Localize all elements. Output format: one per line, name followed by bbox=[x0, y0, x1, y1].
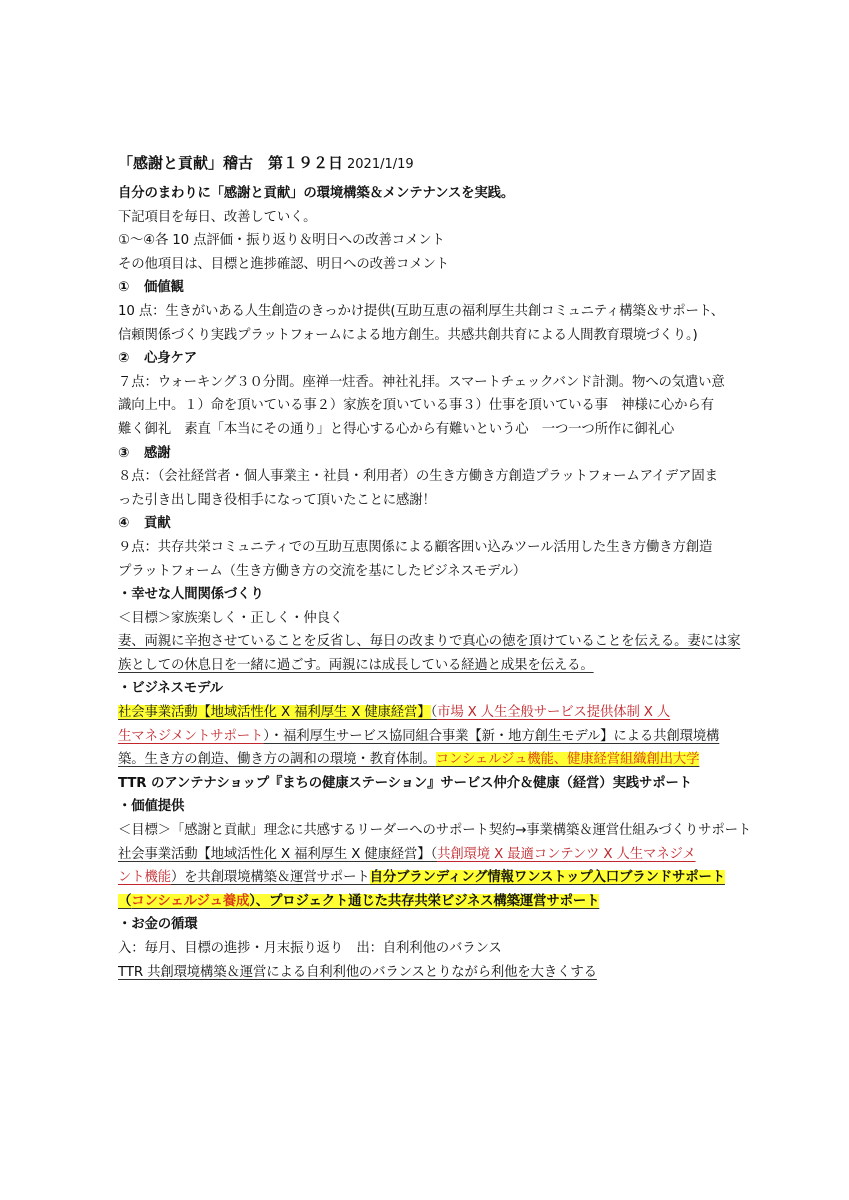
business-model-line-3 bbox=[118, 748, 738, 772]
section-title: 貢献 bbox=[144, 516, 171, 532]
underlined-text: 築。 bbox=[118, 752, 145, 768]
section-number: ④ bbox=[118, 516, 130, 532]
section-number: ① bbox=[118, 280, 130, 296]
value-provision-goal: ＜目標＞「感謝と貢献」理念に共感するリーダーへのサポート契約→事業構築＆運営仕組みづくりサポート bbox=[118, 823, 752, 839]
value-provision-line-3 bbox=[118, 890, 738, 914]
section-values-line-1: 10 点：生きがいある人生創造のきっかけ提供(互助互恵の福利厚生共創コミュニティ構築＆サポート、 bbox=[118, 303, 724, 319]
page-title bbox=[118, 148, 738, 178]
section-title: 心身ケア bbox=[144, 351, 197, 367]
section-care-line-1: ７点：ウォーキング３０分間。座禅一炷香。神社礼拝。スマートチェックバンド計測。物への気遣い意 bbox=[118, 374, 725, 390]
highlighted-text: 自分ブランディング情報ワンストップ入口ブランドサポート bbox=[369, 870, 725, 886]
relationships-line-2 bbox=[118, 654, 738, 678]
value-provision-line-1 bbox=[118, 843, 738, 867]
title-main: 「感謝と貢献」稽古 第１９２日 bbox=[118, 154, 344, 172]
intro-line-1: 下記項目を毎日、改善していく。 bbox=[118, 209, 317, 225]
section-contribution-line-1: ９点：共存共栄コミュニティでの互助互恵関係による顧客囲い込みツール活用した生き方働き方創造 bbox=[118, 539, 713, 555]
underlined-text: ）・福利厚生サービス協同組合事業【新・地方創生モデル】による共創環境構 bbox=[263, 728, 720, 744]
money-cycle-line-1: 入：毎月、目標の進捗・月末振り返り 出：自利利他のバランス bbox=[118, 941, 502, 956]
ttr-antenna-shop-line: TTR のアンテナショップ『まちの健康ステーション』サービス仲介＆健康（経営）実践サポート bbox=[118, 775, 692, 791]
section-gratitude-line-2: った引き出し聞き役相手になって頂いたことに感謝！ bbox=[118, 492, 436, 508]
relationships-heading: ・幸せな人間関係づくり bbox=[118, 587, 264, 603]
underlined-text: 生き方の創造、働き方の調和の環境・教育体制。 bbox=[144, 752, 436, 768]
highlighted-text: ）、プロジェクト通じた共存共栄ビジネス構築運営サポート bbox=[249, 893, 600, 909]
intro-line-2: ①～④各 10 点評価・振り返り＆明日への改善コメント bbox=[118, 233, 445, 249]
section-heading-care bbox=[118, 347, 738, 371]
underlined-text: 社会事業活動【地域活性化 X 福利厚生 X 健康経営】（ bbox=[118, 846, 438, 862]
intro-line-3: その他項目は、目標と進捗確認、明日への改善コメント bbox=[118, 256, 450, 272]
relationships-line-1 bbox=[118, 630, 741, 654]
section-gratitude-line-1: ８点：（会社経営者・個人事業主・社員・利用者）の生き方働き方創造プラットフォームアイデア固ま bbox=[118, 469, 718, 485]
section-title: 価値観 bbox=[144, 280, 184, 296]
section-care-line-3: 難く御礼 素直「本当にその通り」と得心する心から有難いという心 一つ一つ所作に御礼心 bbox=[118, 421, 675, 437]
section-heading-contribution bbox=[118, 512, 738, 536]
underlined-text: TTR 共創環境構築＆運営による自利利他のバランスとりながら利他を大きくする bbox=[118, 964, 597, 980]
highlighted-text: （ bbox=[118, 893, 132, 909]
section-care-line-2: 識向上中。１）命を頂いている事２）家族を頂いている事３）仕事を頂いている事 神様に心から有 bbox=[118, 398, 714, 414]
red-text: ント機能 bbox=[118, 870, 171, 886]
underlined-text: ）を共創環境構築＆運営サポート bbox=[170, 870, 370, 886]
title-date: 2021/1/19 bbox=[347, 157, 414, 172]
value-provision-heading: ・価値提供 bbox=[118, 799, 185, 815]
red-text: 共創環境 X 最適コンテンツ X 人生マネジメ bbox=[437, 846, 696, 862]
intro-heading: 自分のまわりに「感謝と貢献」の環境構築＆メンテナンスを実践。 bbox=[118, 186, 515, 201]
business-model-heading: ・ビジネスモデル bbox=[118, 681, 223, 697]
paren-text: （ bbox=[430, 705, 438, 721]
business-model-line-2 bbox=[118, 725, 738, 749]
underlined-text: 妻、両親に辛抱させていることを反省し、毎日の改まりで真心の徳を頂けていることを伝える。妻には家 bbox=[118, 634, 741, 650]
section-values-line-2: 信頼関係づくり実践プラットフォームによる地方創生。共感共創共育による人間教育環境づくり。) bbox=[118, 327, 698, 343]
section-number: ③ bbox=[118, 445, 130, 461]
underlined-text: 族としての休息日を一緒に過ごす。両親には成長している経過と成果を伝える。 bbox=[118, 657, 594, 673]
document-page bbox=[118, 148, 752, 984]
value-provision-line-2 bbox=[118, 866, 738, 890]
money-cycle-line-2 bbox=[118, 961, 738, 985]
section-heading-gratitude bbox=[118, 442, 738, 466]
highlighted-text: コンシェルジュ機能、健康経営組織創出大学 bbox=[435, 752, 700, 768]
section-title: 感謝 bbox=[144, 445, 171, 461]
section-contribution-line-2: プラットフォーム（生き方働き方の交流を基にしたビジネスモデル） bbox=[118, 563, 527, 579]
business-model-line-1 bbox=[118, 701, 738, 725]
highlighted-text: 社会事業活動【地域活性化 X 福利厚生 X 健康経営】 bbox=[118, 705, 431, 721]
section-heading-values bbox=[118, 276, 738, 300]
highlighted-red-text: コンシェルジュ養成 bbox=[131, 893, 250, 909]
money-cycle-heading: ・お金の循環 bbox=[118, 917, 198, 933]
red-text: 市場 X 人生全般サービス提供体制 X 人 bbox=[437, 705, 671, 721]
red-text: 生マネジメントサポート bbox=[118, 728, 264, 744]
section-number: ② bbox=[118, 351, 130, 367]
relationships-goal: ＜目標＞家族楽しく・正しく・仲良く bbox=[118, 610, 344, 626]
